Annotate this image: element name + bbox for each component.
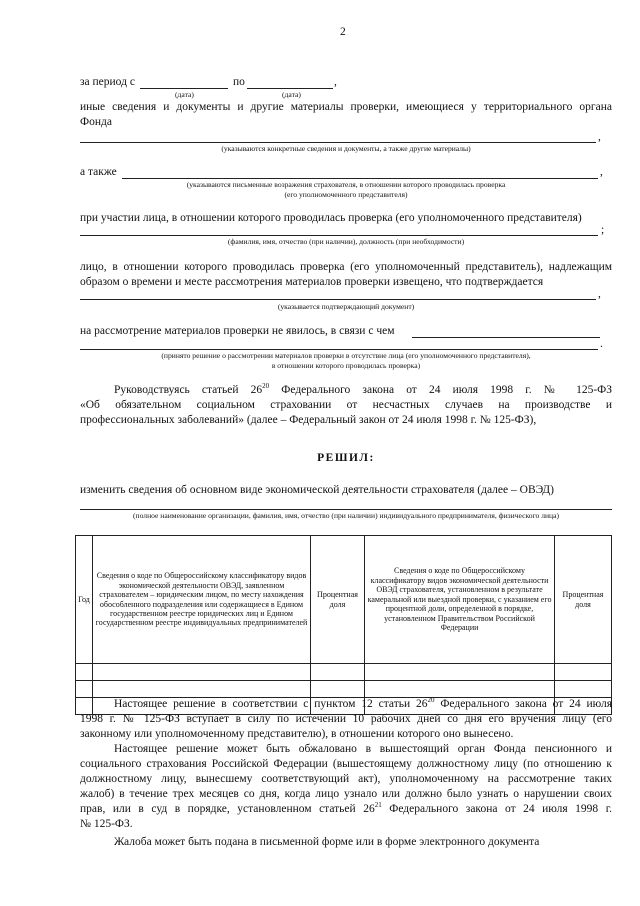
effect-line-1 — [80, 697, 612, 712]
appeal-line-4: жалоб) в течение трех месяцев со дня, когда лицо узнало или должно было узнать о нарушении своих — [80, 788, 612, 800]
okved-table — [75, 535, 612, 715]
appeal-paragraph — [80, 742, 612, 832]
participation-text: при участии лица, в отношении которого проводилась проверка (его уполномоченного представителя) — [80, 212, 582, 224]
appeal-line-2: социального страхования Российской Федерации (вышестоящему должностному лицу (по отношению к — [80, 758, 612, 770]
date-to-caption: (дата) — [282, 90, 301, 99]
date-from-caption: (дата) — [175, 90, 194, 99]
appeal-line-5 — [80, 802, 612, 817]
also-end: , — [600, 166, 603, 178]
effect-paragraph — [80, 697, 612, 742]
also-caption-2: (его уполномоченного представителя) — [284, 190, 408, 199]
absent-reason-field-2[interactable] — [80, 349, 598, 350]
legal-basis-text-a: Руководствуясь статьей 26 — [114, 384, 263, 396]
legal-basis-text-b: Федерального закона от 24 июля 1998 г. № 125-ФЗ — [269, 384, 612, 396]
notified-line-1: лицо, в отношении которого проводилась проверка (его уполномоченный представитель), надлежащим — [80, 261, 612, 273]
header-established-okved: Сведения о коде по Общероссийскому классификатору видов экономической деятельности ОВЭД страхователя, установленном в результате камеральной или выездной проверки, с указанием его процентной доли, определенной в порядке, установленном Правительством Российской Федерации — [365, 536, 555, 664]
notified-field[interactable] — [80, 299, 596, 300]
also-field[interactable] — [122, 178, 598, 179]
other-info-line-2: Фонда — [80, 116, 112, 128]
table-cell[interactable] — [365, 681, 555, 698]
legal-basis-article-sup: 20 — [262, 382, 270, 391]
table-row — [76, 681, 612, 698]
table-cell[interactable] — [555, 681, 612, 698]
absent-caption-1: (принято решение о рассмотрении материалов проверки в отсутствие лица (его уполномоченного представителя), — [161, 351, 531, 360]
appeal-article-sup: 21 — [374, 801, 382, 810]
effect-text-b: Федерального закона от 24 июля — [434, 698, 612, 710]
other-info-paragraph — [80, 100, 612, 130]
organization-name-field[interactable] — [80, 509, 612, 510]
table-cell[interactable] — [93, 664, 311, 681]
date-from-field[interactable] — [140, 88, 228, 89]
appeal-text-a: прав, или в суд в порядке, установленном статьей 26 — [80, 803, 375, 815]
period-label: за период с — [80, 76, 135, 88]
absent-caption-2: в отношении которого проводилась проверка) — [271, 361, 421, 370]
participation-caption: (фамилия, имя, отчество (при наличии), должность (при необходимости) — [227, 237, 465, 246]
other-info-end: , — [598, 131, 601, 143]
change-text: изменить сведения об основном виде экономической деятельности страхователя (далее – ОВЭД) — [80, 484, 554, 496]
header-declared-okved: Сведения о коде по Общероссийскому классификатору видов экономической деятельности ОВЭД, заявленном страхователем – юридическим лицом, по месту нахождения обособленного подразделения или содержащиеся в Едином государственном реестре юридических лиц и Едином государственном реестре индивидуальных предпринимателей — [93, 536, 311, 664]
absent-text: на рассмотрение материалов проверки не явилось, в связи с чем — [80, 325, 395, 337]
effect-line-3: законному или уполномоченному представителю), в отношении которого оно вынесено. — [80, 728, 514, 740]
table-cell[interactable] — [76, 664, 93, 681]
complaint-text: Жалоба может быть подана в письменной форме или в форме электронного документа — [114, 836, 540, 848]
participation-end: ; — [601, 224, 605, 236]
appeal-line-6: № 125-ФЗ. — [80, 818, 133, 830]
period-to-label: по — [233, 76, 245, 88]
date-to-field[interactable] — [247, 88, 333, 89]
appeal-text-b: Федерального закона от 24 июля 1998 г. — [381, 803, 612, 815]
notified-caption: (указывается подтверждающий документ) — [277, 302, 415, 311]
notified-line-2: образом о времени и месте рассмотрения материалов проверки извещено, что подтверждается — [80, 276, 544, 288]
table-cell[interactable] — [555, 664, 612, 681]
header-year: Год — [76, 536, 93, 664]
effect-text-a: Настоящее решение в соответствии с пунктом 12 статьи 26 — [114, 698, 428, 710]
other-info-caption: (указываются конкретные сведения и документы, а также другие материалы) — [221, 144, 471, 153]
other-info-line-1: иные сведения и документы и другие материалы проверки, имеющиеся у территориального органа — [80, 101, 612, 113]
period-comma: , — [334, 76, 337, 88]
absent-end: . — [600, 338, 603, 350]
absent-reason-field[interactable] — [412, 337, 600, 338]
page-number: 2 — [340, 26, 346, 38]
legal-basis-paragraph — [80, 383, 612, 428]
legal-basis-line-2: «Об обязательном социальном страховании от несчастных случаев на производстве и — [80, 399, 612, 411]
table-cell[interactable] — [365, 664, 555, 681]
other-info-field[interactable] — [80, 142, 596, 143]
table-cell[interactable] — [311, 681, 365, 698]
appeal-line-1: Настоящее решение может быть обжаловано в вышестоящий орган Фонда пенсионного и — [114, 743, 612, 755]
effect-line-2: 1998 г. № 125-ФЗ вступает в силу по истечении 10 рабочих дней со дня его вручения лицу (его — [80, 713, 612, 725]
table-header-row — [76, 536, 612, 664]
table-cell[interactable] — [93, 681, 311, 698]
organization-caption: (полное наименование организации, фамилия, имя, отчество (при наличии) индивидуального предпринимателя, физического лица) — [132, 511, 560, 520]
header-established-share: Процентная доля — [555, 536, 612, 664]
table-cell[interactable] — [76, 681, 93, 698]
also-label: а также — [80, 166, 117, 178]
participation-field[interactable] — [80, 235, 598, 236]
appeal-line-3: должностному лицу, вынесшему соответствующий акт), уполномоченному на рассмотрение таких — [80, 773, 612, 785]
effect-article-sup: 20 — [427, 696, 435, 705]
table-row — [76, 664, 612, 681]
notified-paragraph — [80, 260, 612, 290]
legal-basis-line-3: профессиональных заболеваний» (далее – Федеральный закон от 24 июля 1998 г. № 125-ФЗ), — [80, 414, 537, 426]
decision-heading: РЕШИЛ: — [317, 452, 375, 464]
notified-end: , — [598, 288, 601, 300]
also-caption-1: (указываются письменные возражения страхователя, в отношении которого проводилась проверка — [186, 180, 506, 189]
table-cell[interactable] — [311, 664, 365, 681]
legal-basis-line-1 — [80, 383, 612, 398]
header-declared-share: Процентная доля — [311, 536, 365, 664]
